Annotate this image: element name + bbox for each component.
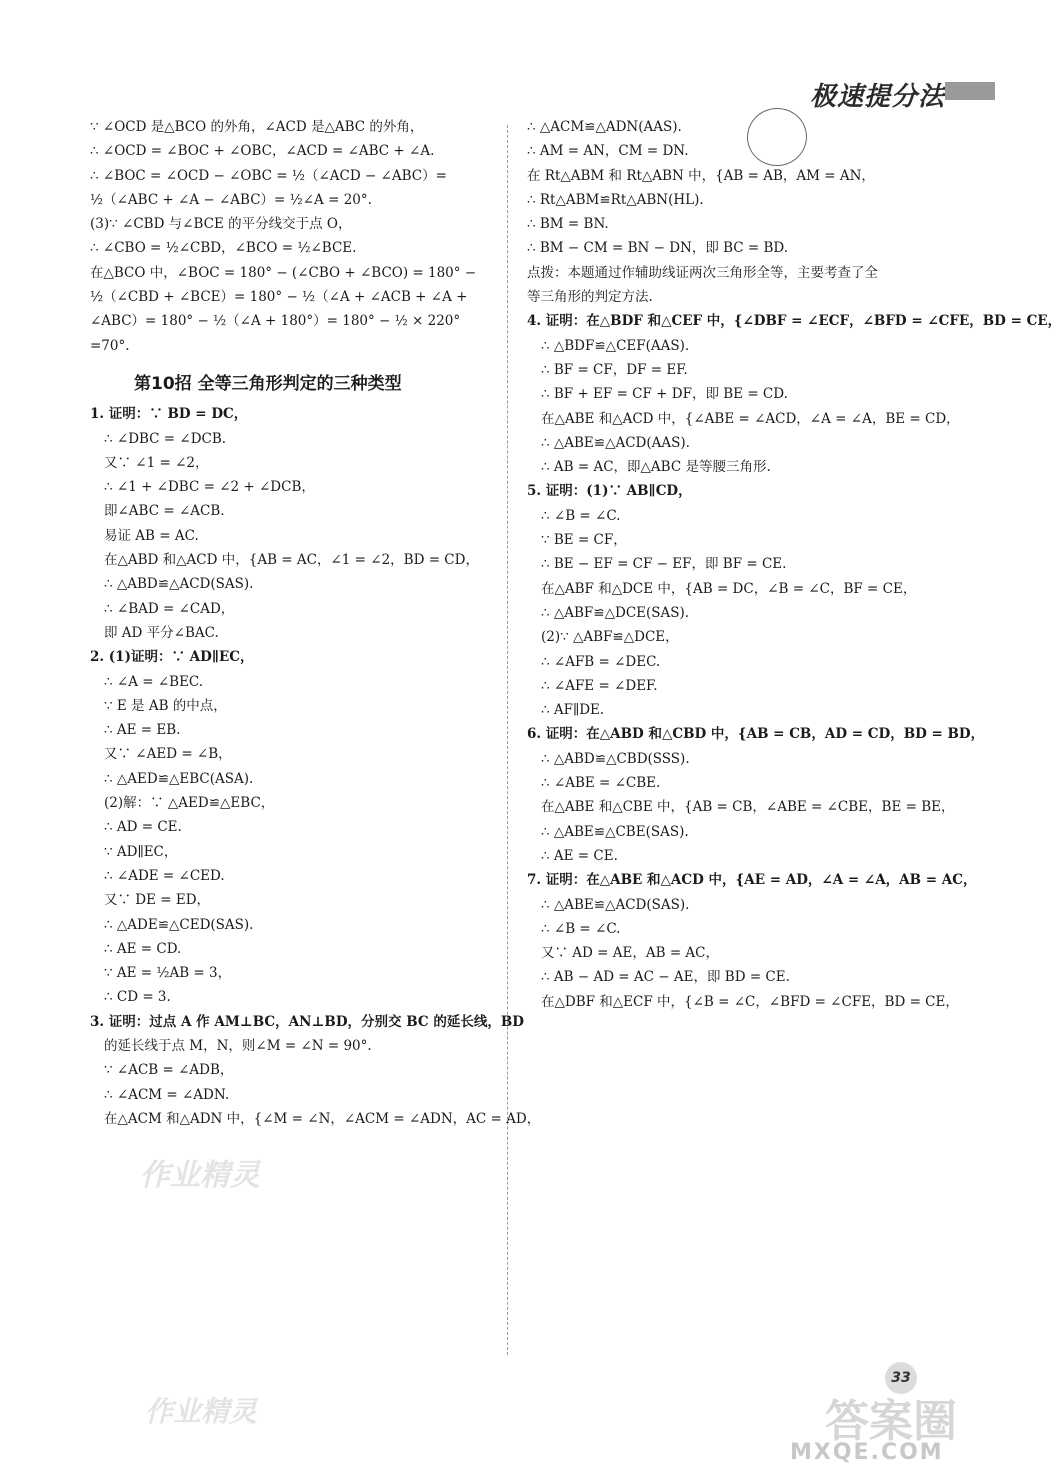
text-line: ∴ AM = AN，CM = DN. — [527, 143, 689, 160]
text-line: ∠ABC）= 180° − ½（∠A + 180°）= 180° − ½ × 220° — [90, 313, 461, 330]
text-line: ∴ BF = CF，DF = EF. — [541, 361, 688, 378]
text-line: ∴ ∠BAD = ∠CAD， — [104, 600, 235, 617]
text-line: ∴ AD = CE. — [104, 819, 182, 836]
text-line: 3. 证明：过点 A 作 AM⊥BC，AN⊥BD，分别交 BC 的延长线，BD — [90, 1013, 524, 1030]
text-line: 在△ACM 和△ADN 中，{∠M = ∠N，∠ACM = ∠ADN，AC = AD， — [104, 1110, 541, 1127]
text-line: 又∵ DE = ED， — [104, 892, 211, 909]
text-line: 在△ABF 和△DCE 中，{AB = DC，∠B = ∠C，BF = CE， — [541, 580, 917, 597]
text-line: ∴ ∠ACM = ∠ADN. — [104, 1086, 230, 1103]
text-line: 在△BCO 中，∠BOC = 180° − (∠CBO + ∠BCO) = 180° − — [90, 264, 477, 281]
text-line: ∴ AE = CE. — [541, 847, 618, 864]
text-line: ∴ △ABE≌△CBE(SAS). — [541, 823, 689, 840]
page-number: 33 — [885, 1362, 917, 1394]
header-logo: 极速提分法 — [810, 82, 946, 112]
text-line: ∴ BM = BN. — [527, 216, 609, 233]
text-line: ∴ Rt△ABM≌Rt△ABN(HL). — [527, 191, 704, 208]
text-line: ∴ ∠B = ∠C. — [541, 507, 621, 524]
text-line: 在△ABE 和△CBE 中，{AB = CB，∠ABE = ∠CBE，BE = BE， — [541, 799, 955, 816]
watermark: MXQE.COM — [790, 1440, 944, 1465]
text-line: ½（∠CBD + ∠BCE）= 180° − ½（∠A + ∠ACB + ∠A + — [90, 289, 468, 306]
text-line: 5. 证明：(1)∵ AB∥CD， — [527, 483, 692, 500]
text-line: ∴ AB = AC，即△ABC 是等腰三角形. — [541, 459, 771, 476]
right-column — [527, 115, 1061, 1014]
text-line: 即 AD 平分∠BAC. — [104, 624, 219, 641]
text-line: ∴ ∠AFB = ∠DEC. — [541, 653, 661, 670]
text-line: ∴ △ADE≌△CED(SAS). — [104, 916, 254, 933]
text-line: (2)∵ △ABF≌△DCE， — [541, 629, 679, 646]
text-line: 等三角形的判定方法. — [527, 289, 653, 306]
text-line: (3)∵ ∠CBD 与∠BCE 的平分线交于点 O， — [90, 216, 352, 233]
text-line: ∵ AE = ½AB = 3， — [104, 965, 232, 982]
text-line: ∴ △ABD≌△ACD(SAS). — [104, 576, 254, 593]
text-line: ∴ △ABE≌△ACD(AAS). — [541, 434, 690, 451]
text-line: ∴ AE = EB. — [104, 722, 181, 739]
watermark: 作业精灵 — [140, 1158, 260, 1193]
text-line: ∴ ∠CBO = ½∠CBD，∠BCO = ½∠BCE. — [90, 240, 357, 257]
text-line: 在 Rt△ABM 和 Rt△ABN 中，{AB = AB，AM = AN， — [527, 167, 875, 184]
text-line: ∴ △BDF≌△CEF(AAS). — [541, 337, 690, 354]
text-line: ∴ CD = 3. — [104, 989, 171, 1006]
watermark: 答案圈 — [825, 1396, 957, 1447]
text-line: ∵ ∠ACB = ∠ADB， — [104, 1062, 234, 1079]
text-line: ∴ ∠BOC = ∠OCD − ∠OBC = ½（∠ACD − ∠ABC）= — [90, 167, 447, 184]
left-column — [90, 115, 541, 1131]
text-line: 即∠ABC = ∠ACB. — [104, 503, 225, 520]
section-title: 第10招 全等三角形判定的三种类型 — [134, 373, 402, 394]
text-line: 易证 AB = AC. — [104, 527, 199, 544]
text-line: 又∵ ∠AED = ∠B， — [104, 746, 232, 763]
text-line: 在△ABD 和△ACD 中，{AB = AC，∠1 = ∠2，BD = CD， — [104, 552, 479, 569]
text-line: ∴ △AED≌△EBC(ASA). — [104, 770, 254, 787]
text-line: 2. (1)证明：∵ AD∥EC， — [90, 649, 254, 666]
text-line: 1. 证明：∵ BD = DC， — [90, 406, 248, 423]
text-line: ∴ ∠A = ∠BEC. — [104, 673, 204, 690]
text-line: 7. 证明：在△ABE 和△ACD 中，{AE = AD，∠A = ∠A，AB = AC， — [527, 872, 977, 889]
text-line: ∴ ∠AFE = ∠DEF. — [541, 677, 658, 694]
text-line: ∴ △ABD≌△CBD(SSS). — [541, 750, 690, 767]
text-line: ∴ △ABE≌△ACD(SAS). — [541, 896, 690, 913]
text-line: ∵ AD∥EC， — [104, 843, 178, 860]
text-line: ½（∠ABC + ∠A − ∠ABC）= ½∠A = 20°. — [90, 191, 372, 208]
text-line: ∴ ∠OCD = ∠BOC + ∠OBC，∠ACD = ∠ABC + ∠A. — [90, 143, 435, 160]
text-line: ∴ ∠B = ∠C. — [541, 920, 621, 937]
text-line: ∴ AF∥DE. — [541, 702, 605, 719]
text-line: ∴ △ACM≌△ADN(AAS). — [527, 119, 682, 135]
text-line: (2)解：∵ △AED≌△EBC， — [104, 795, 275, 812]
text-line: 的延长线于点 M，N，则∠M = ∠N = 90°. — [104, 1037, 372, 1054]
header-bar — [945, 82, 995, 100]
text-line: ∴ AB − AD = AC − AE，即 BD = CE. — [541, 969, 790, 986]
text-line: ∴ BM − CM = BN − DN，即 BC = BD. — [527, 240, 789, 257]
text-line: ∴ BF + EF = CF + DF，即 BE = CD. — [541, 386, 788, 403]
column-divider — [507, 125, 508, 1355]
text-line: =70°. — [90, 337, 130, 354]
text-line: ∴ ∠ADE = ∠CED. — [104, 867, 225, 884]
text-line: 又∵ ∠1 = ∠2， — [104, 454, 209, 471]
text-line: 在△DBF 和△ECF 中，{∠B = ∠C，∠BFD = ∠CFE，BD = CE， — [541, 993, 959, 1010]
text-line: 6. 证明：在△ABD 和△CBD 中，{AB = CB，AD = CD，BD = BD， — [527, 726, 985, 743]
text-line: ∴ BE − EF = CF − EF，即 BF = CE. — [541, 556, 787, 573]
text-line: ∵ BE = CF， — [541, 532, 627, 549]
watermark: 作业精灵 — [145, 1395, 258, 1428]
text-line: ∴ AE = CD. — [104, 940, 182, 957]
text-line: 又∵ AD = AE，AB = AC， — [541, 945, 720, 962]
text-line: ∴ △ABF≌△DCE(SAS). — [541, 604, 690, 621]
text-line: ∵ ∠OCD 是△BCO 的外角，∠ACD 是△ABC 的外角， — [90, 119, 424, 135]
text-line: ∴ ∠DBC = ∠DCB. — [104, 430, 227, 447]
text-line: 点拨：本题通过作辅助线证两次三角形全等，主要考查了全 — [527, 264, 878, 281]
text-line: 在△ABE 和△ACD 中，{∠ABE = ∠ACD，∠A = ∠A，BE = CD， — [541, 410, 960, 427]
text-line: ∵ E 是 AB 的中点， — [104, 697, 227, 714]
text-line: 4. 证明：在△BDF 和△CEF 中，{∠DBF = ∠ECF，∠BFD = ∠CFE，BD = CE， — [527, 313, 1061, 330]
text-line: ∴ ∠ABE = ∠CBE. — [541, 775, 661, 792]
text-line: ∴ ∠1 + ∠DBC = ∠2 + ∠DCB， — [104, 479, 315, 496]
